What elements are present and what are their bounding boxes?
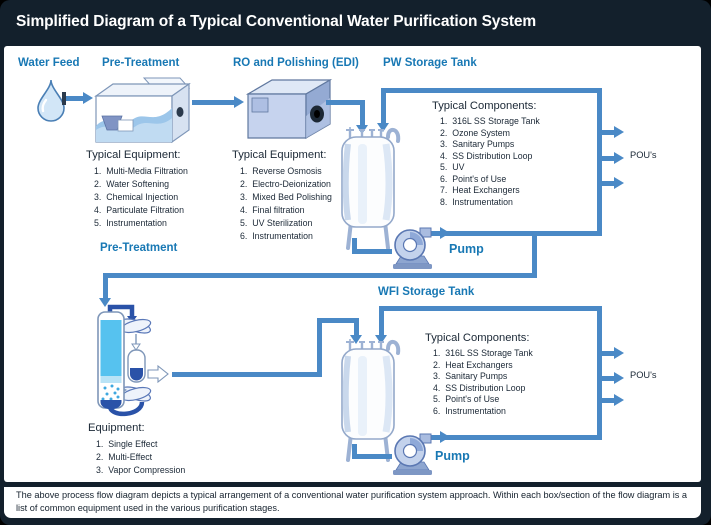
list-item: 4. Particulate Filtration	[94, 205, 184, 215]
arrow-pou1-c-icon	[614, 177, 624, 189]
list-item: 5. Instrumentation	[94, 218, 167, 228]
pipe-feed	[66, 96, 83, 101]
list-item: 1. Single Effect	[96, 439, 158, 449]
pou-label-1: POU's	[630, 150, 657, 160]
list-item: 4. SS Distribution Loop	[440, 150, 533, 161]
pipe-wfi-pump-discharge	[430, 435, 602, 440]
list-item: 2. Multi-Effect	[96, 452, 153, 462]
list-item: 6. Instrumentation	[433, 405, 506, 416]
pipe-still-into-tank	[354, 318, 359, 336]
pipe-pou2-c	[602, 398, 614, 403]
distillation-unit-illustration	[86, 304, 182, 420]
pipe-wfi-return-down	[379, 306, 384, 336]
pipe-pw-pump-discharge	[430, 231, 602, 236]
caption-bar	[4, 487, 701, 518]
pipe-pw-return-down	[381, 88, 386, 124]
pipe-pou1-c	[602, 181, 614, 186]
pipe-wfi-feed-long	[103, 273, 537, 278]
list-item: 3. Sanitary Pumps	[433, 371, 508, 381]
caption-text: The above process flow diagram depicts a typical arrangement of a conventional water purification system approach. Within each box/section of the flow diagram is a list of common equipment used in the various purification stages.	[16, 490, 688, 514]
diagram-canvas	[4, 46, 701, 482]
list-item: 1. Reverse Osmosis	[240, 166, 322, 176]
pipe-wfi-loop-right	[597, 306, 602, 440]
pipe-pou2-b	[602, 376, 614, 381]
pretreatment-box-illustration	[88, 72, 194, 148]
pipe-tank2-outlet-h	[352, 454, 392, 459]
arrow-wfi-discharge-icon	[440, 431, 450, 443]
pipe-still-out	[172, 372, 322, 377]
pre-treatment-label-1: Pre-Treatment	[102, 57, 180, 69]
arrow-pw-discharge-icon	[440, 227, 450, 239]
list-item: 8. Instrumentation	[440, 196, 513, 207]
pipe-pw-loop-top	[381, 88, 602, 93]
pipe-ro-down	[360, 100, 365, 126]
arrow-pou2-c-icon	[614, 394, 624, 406]
list-item: 2. Electro-Deionization	[240, 179, 331, 189]
distillation-equipment-heading: Equipment:	[88, 422, 145, 434]
list-item: 6. Point's of Use	[440, 173, 507, 184]
pump-label-1: Pump	[449, 242, 484, 256]
pipe-wfi-takeoff-down	[532, 236, 537, 278]
distillation-equipment-list	[96, 438, 185, 477]
pipe-pou1-a	[602, 130, 614, 135]
list-item: 3. Mixed Bed Polishing	[240, 192, 332, 202]
ro-equipment-list	[240, 165, 332, 243]
water-feed-label: Water Feed	[18, 57, 80, 69]
list-item: 3. Vapor Compression	[96, 465, 186, 475]
list-item: 3. Sanitary Pumps	[440, 139, 515, 149]
list-item: 2. Heat Exchangers	[433, 359, 513, 370]
pw-pump-icon	[387, 224, 437, 272]
list-item: 5. UV	[440, 162, 465, 172]
page-title: Simplified Diagram of a Typical Conventional Water Purification System	[16, 13, 537, 30]
list-item: 1. 316L SS Storage Tank	[440, 116, 540, 126]
pou-label-2: POU's	[630, 370, 657, 380]
pipe-still-top	[317, 318, 359, 323]
pretreat-equipment-list	[94, 165, 188, 230]
list-item: 4. Final filtration	[240, 205, 305, 215]
arrow-pou2-a-icon	[614, 347, 624, 359]
pipe-pou2-a	[602, 351, 614, 356]
pipe-still-riser	[317, 318, 322, 377]
wfi-storage-tank-label: WFI Storage Tank	[378, 286, 475, 298]
pw-storage-tank-label: PW Storage Tank	[383, 57, 477, 69]
pipe-tank1-outlet-h	[352, 249, 392, 254]
list-item: 4. SS Distribution Loop	[433, 382, 526, 393]
list-item: 5. Point's of Use	[433, 394, 500, 404]
list-item: 6. Instrumentation	[240, 231, 313, 241]
arrow-pou2-b-icon	[614, 372, 624, 384]
pipe-wfi-loop-top	[379, 306, 602, 311]
pre-treatment-label-2: Pre-Treatment	[100, 242, 178, 254]
pw-components-heading: Typical Components:	[432, 100, 537, 112]
pipe-still-feed-down	[103, 273, 108, 299]
list-item: 5. UV Sterilization	[240, 218, 313, 228]
list-item: 2. Ozone System	[440, 127, 510, 138]
list-item: 7. Heat Exchangers	[440, 185, 520, 195]
list-item: 1. 316L SS Storage Tank	[433, 348, 533, 358]
ro-box-illustration	[242, 76, 336, 142]
arrow-pou1-b-icon	[614, 152, 624, 164]
ro-polishing-label: RO and Polishing (EDI)	[233, 57, 359, 69]
ro-equipment-heading: Typical Equipment:	[232, 149, 327, 161]
pipe-pw-loop-right	[597, 88, 602, 236]
wfi-components-heading: Typical Components:	[425, 332, 530, 344]
list-item: 3. Chemical Injection	[94, 192, 179, 202]
pretreat-equipment-heading: Typical Equipment:	[86, 149, 181, 161]
list-item: 2. Water Softening	[94, 179, 169, 189]
pipe-pretreat-to-ro	[192, 100, 236, 105]
wfi-pump-icon	[387, 430, 437, 478]
list-item: 1. Multi-Media Filtration	[94, 166, 188, 176]
arrow-pou1-a-icon	[614, 126, 624, 138]
wfi-components-list	[433, 348, 533, 417]
pw-components-list	[440, 116, 540, 208]
pump-label-2: Pump	[435, 449, 470, 463]
pipe-pou1-b	[602, 156, 614, 161]
